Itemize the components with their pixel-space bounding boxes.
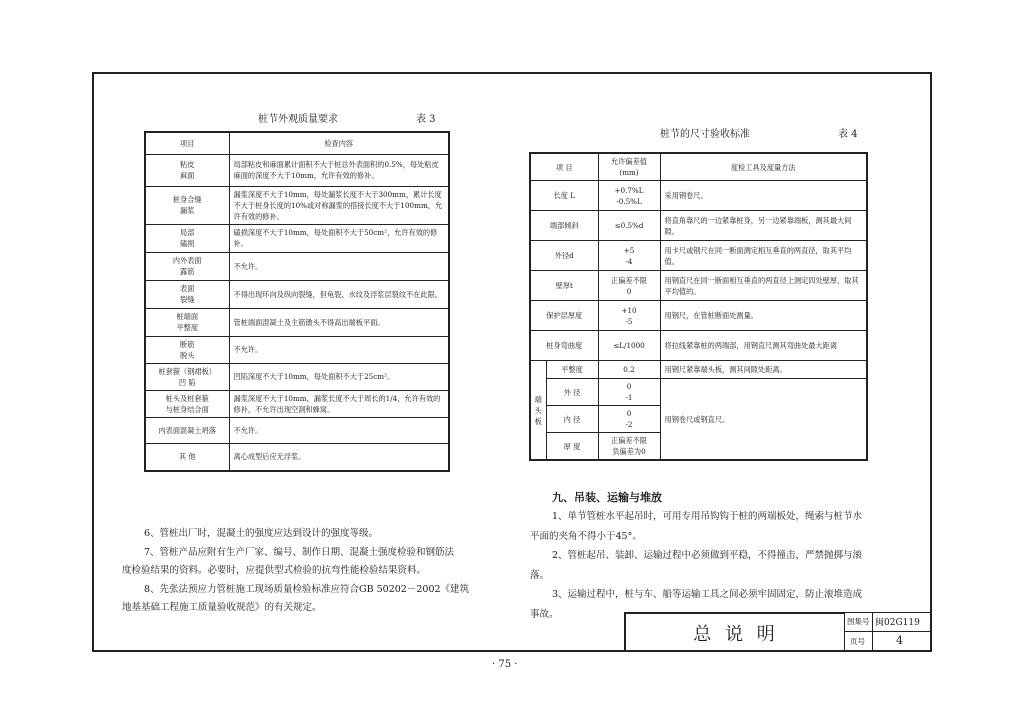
table3-content: 凹陷深度不大于10mm，每处面积不大于25cm²。 <box>229 363 449 390</box>
page-label: 页号 <box>850 637 865 646</box>
table4-item: 保护层厚度 <box>530 301 598 331</box>
table4-row <box>530 211 867 241</box>
table4-endplate-item: 内 径 <box>546 406 598 433</box>
table3-item: 粘皮 麻面 <box>145 154 229 186</box>
page-number: · 75 · <box>492 659 518 670</box>
table4-row <box>530 271 867 301</box>
table3-item: 局部 磕损 <box>145 224 229 252</box>
section9-line: 平面的夹角不得小于45°。 <box>530 530 642 542</box>
table4-row <box>530 241 867 271</box>
table3-title: 桩节外观质量要求 <box>258 114 338 125</box>
table4-endplate-item: 平整度 <box>546 361 598 379</box>
table3-content: 漏浆深度不大于10mm，每处漏浆长度不大于300mm，累计长度不大于桩身长度的10%或对称漏浆的搭接长度不大于100mm，允许有效的修补。 <box>229 186 449 224</box>
table4-tolerance: +10 -5 <box>598 301 660 331</box>
note-line: 度检验结果的资料。必要时，应提供型式检验的抗弯性能检验结果资料。 <box>122 565 427 576</box>
note-line: 地基基础工程施工质量验收规范》的有关规定。 <box>122 602 322 613</box>
title-block <box>624 612 844 650</box>
section9-line: 事故。 <box>530 608 559 620</box>
table4-label: 表 4 <box>838 129 858 140</box>
table3-row <box>145 224 449 252</box>
table4-header-item: 项 目 <box>530 153 598 181</box>
table3-row <box>145 417 449 443</box>
table4-row <box>530 331 867 361</box>
table4-endplate-tolerance: 0 -2 <box>598 406 660 433</box>
table3-header-item: 项目 <box>145 132 229 154</box>
table3-content: 局部粘皮和麻面累计面积不大于桩总外表面积的0.5%，每处粘皮麻面的深度不大于10mm，允许有效的修补。 <box>229 154 449 186</box>
page-number-box: 4 <box>896 634 903 647</box>
table4-tolerance: ≤L/1000 <box>598 331 660 361</box>
table3-content: 不得出现环向及纵向裂缝，但龟裂、水纹及浮浆层裂纹不在此限。 <box>229 280 449 308</box>
table4-tolerance: +0.7%L -0.5%L <box>598 181 660 211</box>
table3-item: 桩身合缝 漏浆 <box>145 186 229 224</box>
section9-line: 1、单节管桩水平起吊时，可用专用吊钩钩于桩的两端板处，绳索与桩节水 <box>552 511 863 522</box>
table3-row <box>145 443 449 471</box>
table3-content: 管桩端面混凝土及主筋镦头不得高出端板平面。 <box>229 308 449 336</box>
table4-endplate-tolerance: 0.2 <box>598 361 660 379</box>
table3-row <box>145 186 449 224</box>
table4 <box>529 152 868 461</box>
table3-row <box>145 336 449 363</box>
table4-endplate-item: 厚 度 <box>546 433 598 461</box>
table4-method: 用钢尺，在管桩断面处测量。 <box>660 301 867 331</box>
table3-row <box>145 363 449 390</box>
table3-row <box>145 390 449 417</box>
table3-item: 断筋 脱头 <box>145 336 229 363</box>
table3-row <box>145 280 449 308</box>
table3-row <box>145 308 449 336</box>
table4-item: 长度 L <box>530 181 598 211</box>
table3-content: 离心成型后应无浮浆。 <box>229 443 449 471</box>
table4-title: 桩节的尺寸验收标准 <box>660 129 750 140</box>
table4-endplate-group: 端 头 板 <box>530 361 546 461</box>
table3-content: 不允许。 <box>229 336 449 363</box>
table3 <box>144 131 450 472</box>
table4-row <box>530 301 867 331</box>
drawing-title: 总 说 明 <box>693 624 779 645</box>
section9-line: 3、运输过程中，桩与车、船等运输工具之间必须牢固固定，防止滚堆造成 <box>552 589 863 600</box>
table3-header-content: 检查内容 <box>229 132 449 154</box>
atlas-label: 图集号 <box>847 617 870 626</box>
table3-content: 漏浆深度不大于10mm，漏浆长度不大于周长的1/4，允许有效的修补，不允许出现空洞和蜂窝。 <box>229 390 449 417</box>
table3-item: 内外表面 露筋 <box>145 252 229 280</box>
table4-header-tol: 允许偏差值(mm) <box>598 153 660 181</box>
section9-line: 2、管桩起吊、装卸、运输过程中必须做到平稳，不得撞击，严禁抛掷与滚 <box>552 550 863 561</box>
section9-line: 落。 <box>530 569 550 581</box>
table3-label: 表 3 <box>416 114 436 125</box>
section9-heading: 九、吊装、运输与堆放 <box>552 491 662 504</box>
table4-method: 用卡尺或钢尺在同一断面测定相互垂直的两直径，取其平均值。 <box>660 241 867 271</box>
table3-item: 内表面混凝土坍落 <box>145 417 229 443</box>
table4-item: 壁厚t <box>530 271 598 301</box>
table4-header-method: 度检工具及度量方法 <box>660 153 867 181</box>
table3-content: 磕损深度不大于10mm，每处面积不大于50cm²，允许有效的修补。 <box>229 224 449 252</box>
table3-item: 桩头及桩套箍 与桩身结合面 <box>145 390 229 417</box>
table4-endplate-tolerance: 0 -1 <box>598 379 660 406</box>
table4-method: 将拉线紧靠桩的两端部，用钢直尺测其弯曲处最大距离 <box>660 331 867 361</box>
table4-tolerance: ≤0.5%d <box>598 211 660 241</box>
table4-endplate-method: 用钢尺紧靠端头板，测其间隙处距离。 <box>660 361 867 379</box>
table4-method: 用钢直尺在同一断面相互垂直的两直径上测定四处壁厚，取其平均值的。 <box>660 271 867 301</box>
table4-method: 采用钢卷尺。 <box>660 181 867 211</box>
table4-item: 端部倾斜 <box>530 211 598 241</box>
table4-method: 将直角靠尺的一边紧靠桩身，另一边紧靠端板，测其最大间隙。 <box>660 211 867 241</box>
atlas-number: 闽02G119 <box>875 618 920 628</box>
table4-endplate-tolerance: 正偏差不限 负偏差为0 <box>598 433 660 461</box>
table3-item: 桩套箍（钢裙板） 凹 陷 <box>145 363 229 390</box>
table3-row <box>145 154 449 186</box>
table3-item: 桩端面 平整度 <box>145 308 229 336</box>
table4-tolerance: +5 -4 <box>598 241 660 271</box>
table4-item: 桩身弯曲度 <box>530 331 598 361</box>
note-line: 8、先张法预应力管桩施工现场质量检验标准应符合GB 50202－2002《建筑 <box>144 583 470 595</box>
note-line: 6、管桩出厂时，混凝土的强度应达到设计的强度等级。 <box>144 528 379 539</box>
table4-item: 外径d <box>530 241 598 271</box>
note-line: 7、管桩产品应附有生产厂家、编号、制作日期、混凝土强度检验和钢筋法 <box>144 546 455 558</box>
table3-item: 其 他 <box>145 443 229 471</box>
table4-endplate-item: 外 径 <box>546 379 598 406</box>
table3-content: 不允许。 <box>229 252 449 280</box>
table4-row <box>530 181 867 211</box>
table4-endplate-row <box>530 361 867 379</box>
table4-endplate-row <box>530 379 867 406</box>
table3-row <box>145 252 449 280</box>
table3-item: 表面 裂缝 <box>145 280 229 308</box>
table4-endplate-shared-method: 用钢卷尺或钢直尺。 <box>660 379 867 461</box>
table3-content: 不允许。 <box>229 417 449 443</box>
table4-tolerance: 正偏差不限 0 <box>598 271 660 301</box>
